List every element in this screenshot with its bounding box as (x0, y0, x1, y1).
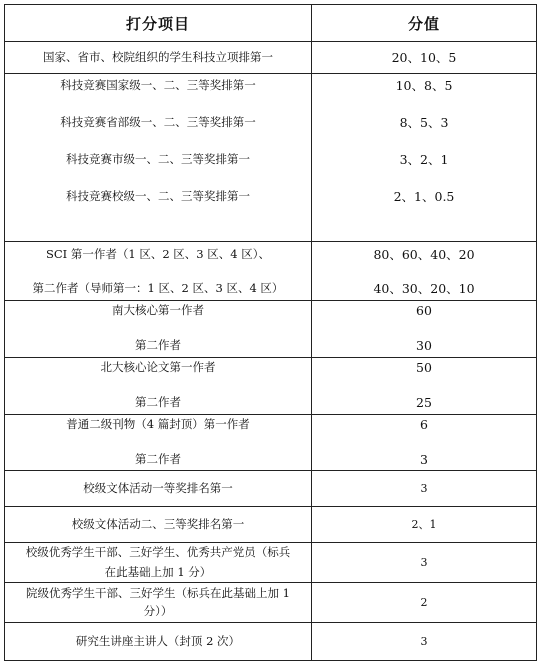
item-cell (5, 42, 312, 74)
item-cell (5, 415, 312, 471)
table-row (5, 74, 537, 242)
score-text: 25 (416, 395, 432, 410)
score-cell (312, 471, 537, 507)
item-text: 北大核心论文第一作者 (100, 360, 216, 374)
score-text: 2 (420, 596, 428, 609)
score-cell (312, 42, 537, 74)
score-text: 2、1、0.5 (393, 189, 455, 204)
header-score: 分值 (312, 5, 537, 42)
score-cell (312, 301, 537, 358)
score-cell (312, 543, 537, 583)
item-text: 第二作者（导师第一：1 区、2 区、3 区、4 区） (32, 281, 284, 295)
score-cell (312, 242, 537, 301)
item-text: 校级文体活动二、三等奖排名第一 (71, 517, 245, 531)
score-cell (312, 415, 537, 471)
item-cell (5, 74, 312, 242)
item-text: SCI 第一作者（1 区、2 区、3 区、4 区）、 (45, 247, 270, 261)
score-cell (312, 358, 537, 415)
scoring-document (4, 4, 536, 647)
item-text: 在此基础上加 1 分） (104, 565, 212, 579)
table-row (5, 623, 537, 661)
item-text: 校级文体活动一等奖排名第一 (83, 481, 233, 495)
item-cell (5, 301, 312, 358)
score-text: 3 (420, 482, 428, 495)
item-text: 第二作者 (135, 395, 181, 409)
item-text: 科技竞赛校级一、二、三等奖排第一 (66, 189, 250, 203)
item-text: 分）） (143, 604, 173, 618)
table-row (5, 415, 537, 471)
table-row (5, 242, 537, 301)
item-cell (5, 507, 312, 543)
score-text: 40、30、20、10 (373, 281, 475, 296)
table-header-row (5, 5, 537, 42)
score-cell (312, 507, 537, 543)
item-cell (5, 242, 312, 301)
item-text: 普通二级刊物（4 篇封顶）第一作者 (66, 417, 250, 431)
item-cell (5, 543, 312, 583)
score-text: 2、1 (411, 518, 437, 531)
score-cell (312, 623, 537, 661)
table-row (5, 358, 537, 415)
header-scoring-item: 打分项目 (5, 5, 312, 42)
scoring-table (4, 4, 537, 661)
score-text: 60 (416, 303, 432, 318)
table-row (5, 42, 537, 74)
table-row (5, 471, 537, 507)
item-text: 第二作者 (135, 452, 181, 466)
item-cell (5, 623, 312, 661)
item-text: 科技竞赛国家级一、二、三等奖排第一 (60, 78, 256, 92)
score-text: 80、60、40、20 (373, 247, 475, 262)
item-text: 国家、省市、校院组织的学生科技立项排第一 (43, 50, 273, 64)
item-cell (5, 583, 312, 623)
table-row (5, 301, 537, 358)
score-text: 20、10、5 (391, 50, 457, 65)
table-row (5, 507, 537, 543)
item-text: 南大核心第一作者 (112, 303, 204, 317)
item-cell (5, 358, 312, 415)
score-text: 6 (420, 417, 428, 432)
score-text: 3、2、1 (399, 152, 449, 167)
score-text: 30 (416, 338, 432, 353)
item-text: 科技竞赛省部级一、二、三等奖排第一 (60, 115, 256, 129)
score-text: 8、5、3 (399, 115, 449, 130)
item-text: 院级优秀学生干部、三好学生（标兵在此基础上加 1 (26, 586, 290, 600)
item-text: 校级优秀学生干部、三好学生、优秀共产党员（标兵 (25, 545, 291, 559)
item-text: 第二作者 (135, 338, 181, 352)
score-cell (312, 583, 537, 623)
table-row (5, 583, 537, 623)
item-text: 科技竞赛市级一、二、三等奖排第一 (66, 152, 250, 166)
item-text: 研究生讲座主讲人（封顶 2 次） (75, 634, 241, 648)
score-text: 3 (420, 556, 428, 569)
item-cell (5, 471, 312, 507)
score-text: 3 (420, 635, 428, 648)
score-text: 10、8、5 (395, 78, 453, 93)
score-text: 50 (416, 360, 432, 375)
score-cell (312, 74, 537, 242)
score-text: 3 (420, 452, 428, 467)
table-row (5, 543, 537, 583)
